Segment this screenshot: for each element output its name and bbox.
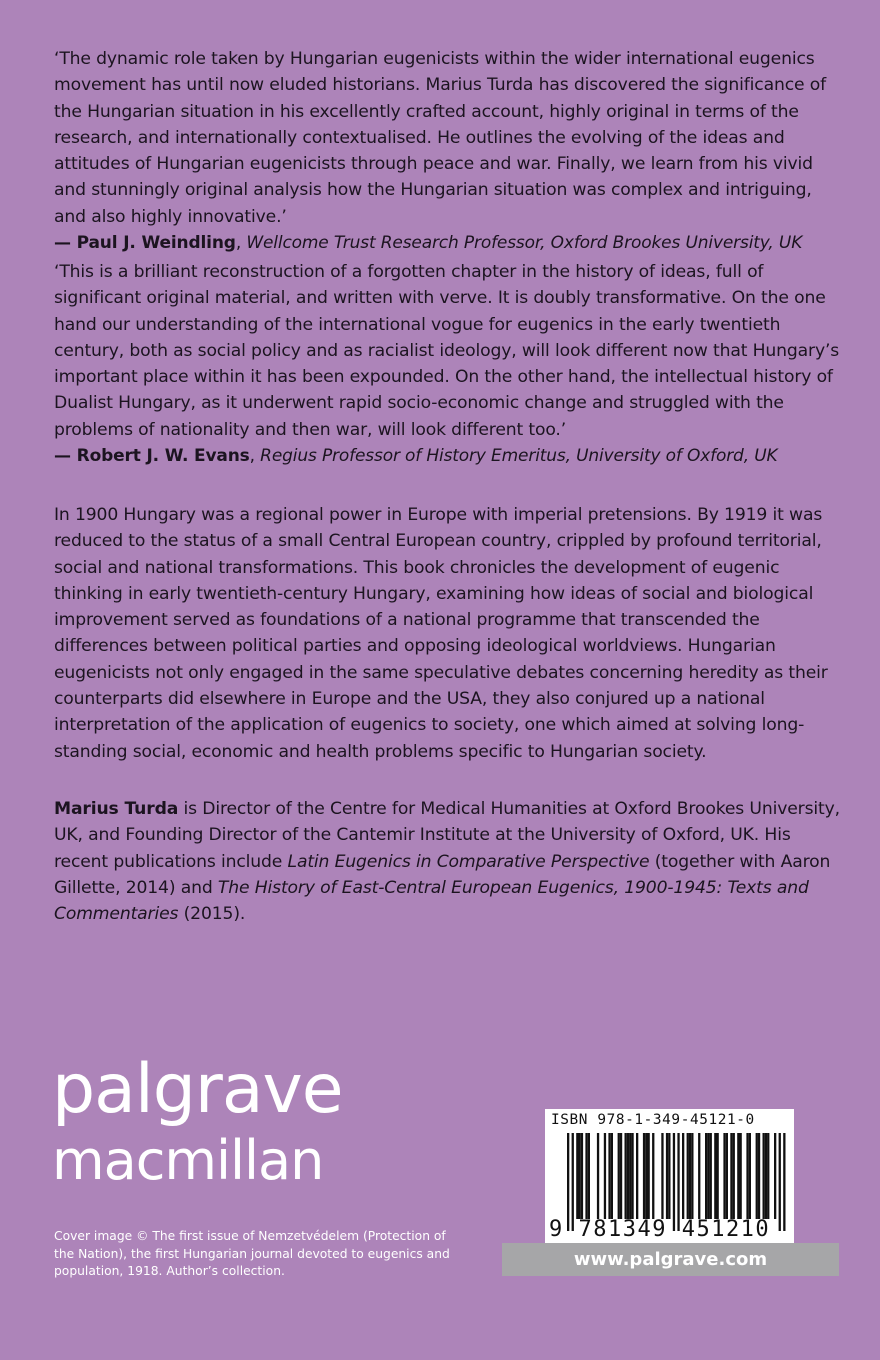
barcode-bar — [763, 1133, 765, 1219]
barcode-bar — [588, 1133, 590, 1219]
barcode-bar — [710, 1133, 712, 1219]
barcode-bar — [629, 1133, 631, 1219]
barcode-bar — [726, 1133, 728, 1219]
endorsement-quote-1 — [54, 46, 844, 256]
barcode-bar — [730, 1133, 732, 1219]
barcode-bar — [652, 1133, 654, 1219]
barcode-bar — [611, 1133, 613, 1219]
barcode-bar — [666, 1133, 668, 1219]
barcode-bar — [737, 1133, 739, 1219]
barcode-bar — [746, 1133, 748, 1219]
barcode-bar — [749, 1133, 751, 1219]
barcode-bar — [698, 1133, 700, 1219]
barcode-bar — [733, 1133, 735, 1219]
quote-author-title: Regius Professor of History Emeritus, University of Oxford, UK — [260, 446, 778, 467]
barcode-bar — [687, 1133, 689, 1219]
barcode-bar — [604, 1133, 606, 1219]
quote-text: ‘This is a brilliant reconstruction of a forgotten chapter in the history of ideas, full of significant original material, and written with verve. It is doubly transformative. On the one hand our understanding of the international vogue for eugenics in the early twentieth century, both as social policy and as racialist ideology, will look different now that Hungary’s important place within it has been expounded. On the other hand, the intellectual history of Dualist Hungary, as it underwent rapid socio-economic change and struggled with the problems of nationality and then war, will look different too.’ — [54, 262, 840, 440]
barcode-bar — [608, 1133, 610, 1219]
quote-author-title: Wellcome Trust Research Professor, Oxford Brookes University, UK — [246, 233, 803, 254]
attribution-separator: , — [249, 446, 261, 467]
barcode-bar — [668, 1133, 670, 1219]
author-bio — [54, 796, 844, 927]
cover-image-credit: Cover image © The first issue of Nemzetvédelem (Protection of the Nation), the first Hungarian journal devoted to eugenics and population, 1918. Author’s collection. — [54, 1229, 450, 1278]
description-text: In 1900 Hungary was a regional power in Europe with imperial pretensions. By 1919 it was reduced to the status of a small Central European country, crippled by profound territorial, social and national transformations. This book chronicles the development of eugenic thinking in early twentieth-century Hungary, examining how ideas of social and biological improvement served as foundations of a national programme that transcended the differences between political parties and opposing ideological worldviews. Hungarian eugenicists not only engaged in the same speculative debates concerning heredity as their counterparts did elsewhere in Europe and the USA, they also conjured up a national interpretation of the application of eugenics to society, one which aimed at solving long-standing social, economic and health problems specific to Hungarian society. — [54, 505, 828, 762]
quote-author: Paul J. Weindling — [76, 233, 236, 254]
barcode-bar — [756, 1133, 758, 1219]
barcode-bar — [645, 1133, 647, 1219]
barcode-bar — [758, 1133, 760, 1219]
barcode-bar — [682, 1133, 684, 1219]
attribution-dash: — — [54, 233, 77, 254]
barcode-bar — [579, 1133, 581, 1219]
barcode-bar — [627, 1133, 629, 1219]
barcode-bar — [620, 1133, 622, 1219]
quote-attribution — [54, 230, 844, 256]
publisher-logo-macmillan: macmillan — [52, 1129, 324, 1192]
barcode-bar — [648, 1133, 650, 1219]
bio-author-name: Marius Turda — [54, 799, 179, 819]
quote-text: ‘The dynamic role taken by Hungarian eugenicists within the wider international eugenics movement has until now eluded historians. Marius Turda has discovered the significance of the Hungarian situation in his excellently crafted account, highly original in terms of the research, and internationally contextualised. He outlines the evolving of the ideas and attitudes of Hungarian eugenicists through peace and war. Finally, we learn from his vivid and stunningly original analysis how the Hungarian situation was complex and intriguing, and also highly innovative.’ — [54, 49, 827, 227]
attribution-dash: — — [54, 446, 77, 467]
publisher-logo-palgrave: palgrave — [52, 1050, 343, 1129]
barcode-bar — [581, 1133, 583, 1219]
barcode-bar — [661, 1133, 663, 1219]
ean-digits: 9 781349 451210 — [549, 1217, 771, 1242]
quote-author: Robert J. W. Evans — [76, 446, 250, 467]
barcode-bar — [689, 1133, 691, 1219]
barcode-bar — [779, 1133, 781, 1231]
endorsement-quote-2 — [54, 259, 844, 469]
book-description — [54, 502, 844, 765]
bio-part-1: is Director of the Centre for Medical Humanities at Oxford Brookes University, UK, and Founding Director of the Cantemir Institute at the University of Oxford, UK. His recent publications include — [54, 799, 840, 872]
barcode-bar — [740, 1133, 742, 1219]
barcode-bar — [631, 1133, 633, 1219]
barcode-bar — [597, 1133, 599, 1219]
barcode-bar — [705, 1133, 707, 1219]
barcode-bar — [767, 1133, 769, 1219]
barcode-bar — [723, 1133, 725, 1219]
barcode-bar — [618, 1133, 620, 1219]
barcode-bar — [643, 1133, 645, 1219]
barcode-bar — [774, 1133, 776, 1219]
barcode-bar — [783, 1133, 785, 1231]
bio-part-3: (2015). — [178, 904, 246, 925]
barcode-bar — [717, 1133, 719, 1219]
bio-text — [54, 796, 844, 927]
attribution-separator: , — [235, 233, 247, 254]
barcode-bar — [636, 1133, 638, 1219]
barcode-bar — [625, 1133, 627, 1219]
bio-book-2: The History of East-Central European Eugenics, 1900-1945: Texts and Commentaries — [54, 877, 809, 925]
isbn-label: ISBN 978-1-349-45121-0 — [551, 1112, 755, 1128]
bio-book-1: Latin Eugenics in Comparative Perspective — [287, 851, 650, 872]
bio-part-2: (together with Aaron Gillette, 2014) and — [54, 851, 831, 898]
quote-attribution — [54, 443, 844, 469]
publisher-url[interactable]: www.palgrave.com — [502, 1243, 839, 1276]
barcode-bar — [576, 1133, 578, 1219]
barcode-bar — [765, 1133, 767, 1219]
barcode-bar — [707, 1133, 709, 1219]
isbn-barcode — [545, 1109, 794, 1243]
barcode-bar — [714, 1133, 716, 1219]
barcode-bar — [585, 1133, 587, 1219]
barcode-bar — [691, 1133, 693, 1219]
